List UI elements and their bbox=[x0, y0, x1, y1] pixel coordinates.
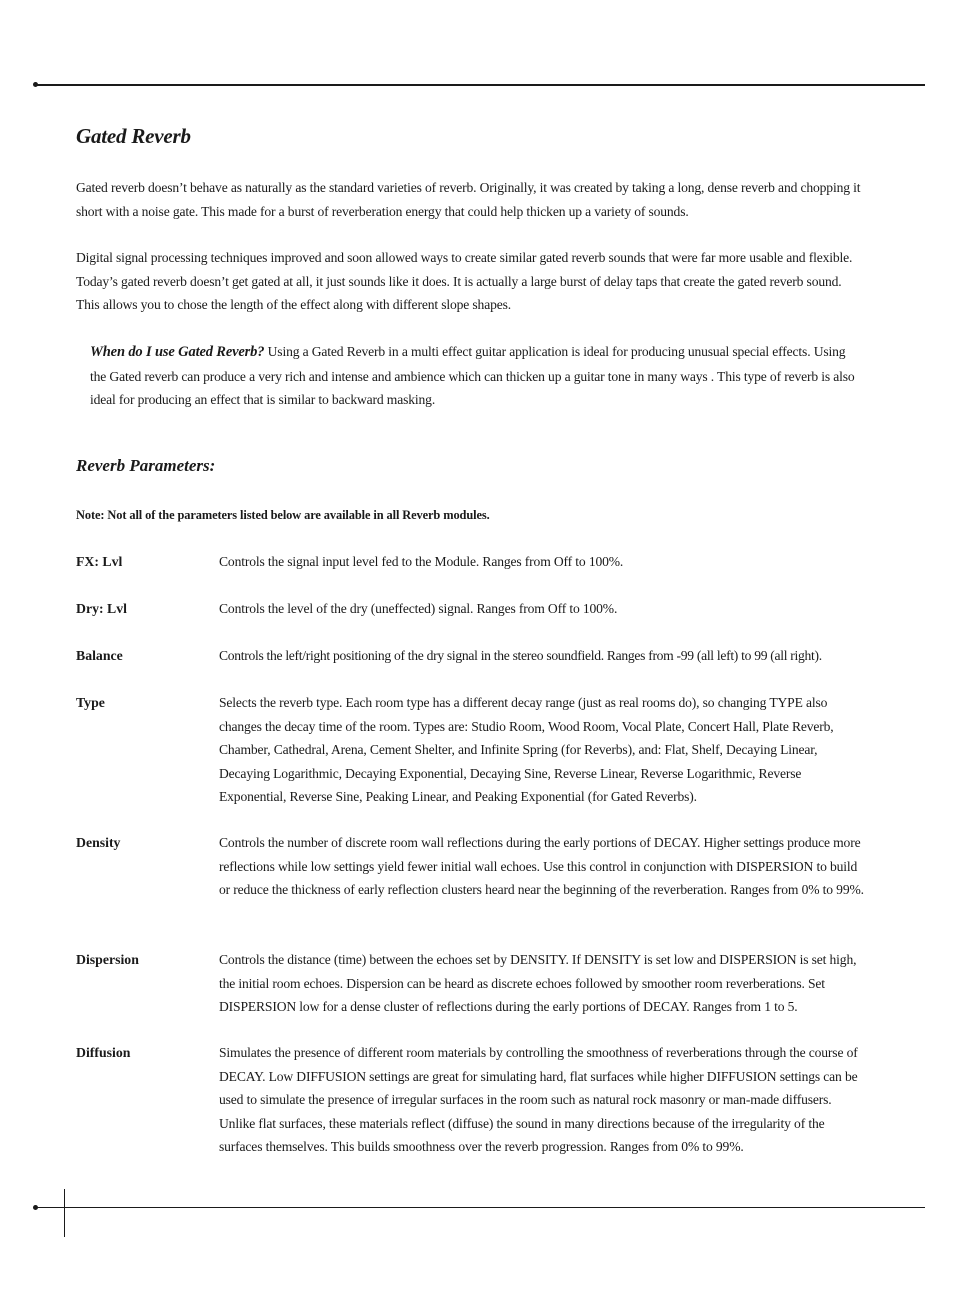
param-name-diffusion: Diffusion bbox=[76, 1045, 131, 1060]
param-desc-type: Selects the reverb type. Each room type has a different decay range (just as real rooms do), so changing TYPE also changes the decay time of the room. Types are: Studio Room, Wood Room, Vocal Plate, Concert Hall, Plate Reverb, Chamber, Cathedral, Arena, Cement Shelter, and Infinite Spring (for Reverbs), and: Flat, Shelf, Decaying Linear, Decaying Logarithmic, Decaying Exponential, Decaying Sine, Reverse Linear, Reverse Logarithmic, Reverse Exponential, Reverse Sine, Peaking Linear, and Peaking Exponential (for Gated Reverbs). bbox=[219, 695, 834, 804]
param-desc-diffusion: Simulates the presence of different room materials by controlling the smoothness of reverberations through the course of DECAY. Low DIFFUSION settings are great for simulating hard, flat surfaces while higher DIFFUSION settings can be used to simulate the presence of irregular surfaces in the room such as natural rock masonry or man-made diffusers. Unlike flat surfaces, these materials reflect (diffuse) the sound in many directions because of the irregularity of the surfaces themselves. This builds smoothness over the reverb progression. Ranges from 0% to 99%. bbox=[219, 1045, 858, 1154]
bottom-rule-dot bbox=[33, 1205, 38, 1210]
page-title: Gated Reverb bbox=[76, 124, 191, 148]
param-name-dispersion: Dispersion bbox=[76, 952, 139, 967]
param-desc-balance: Controls the left/right positioning of the dry signal in the stereo soundfield. Ranges from -99 (all left) to 99 (all right). bbox=[219, 648, 822, 663]
section-heading: Reverb Parameters: bbox=[76, 456, 216, 475]
bottom-rule bbox=[36, 1207, 925, 1208]
param-name-dry-lvl: Dry: Lvl bbox=[76, 601, 127, 616]
top-rule-dot bbox=[33, 82, 38, 87]
parameters-note: Note: Not all of the parameters listed below are available in all Reverb modules. bbox=[76, 508, 490, 522]
intro-paragraph: Gated reverb doesn’t behave as naturally as the standard varieties of reverb. Originally, it was created by taking a long, dense reverb and chopping it short with a noise gate. This made for a burst of reverberation energy that could help thicken up a variety of sounds. bbox=[76, 180, 861, 219]
usage-body: Using a Gated Reverb in a multi effect guitar application is ideal for producing unusual special effects. Using the Gated reverb can produce a very rich and intense and ambience which can thicken up a guitar tone in many ways . This type of reverb is also ideal for producing an effect that is similar to backward masking. bbox=[90, 344, 855, 407]
param-name-density: Density bbox=[76, 835, 121, 850]
param-name-balance: Balance bbox=[76, 648, 123, 663]
param-name-type: Type bbox=[76, 695, 105, 710]
usage-paragraph bbox=[90, 340, 860, 412]
usage-lead: When do I use Gated Reverb? bbox=[90, 344, 265, 360]
bottom-vertical-rule bbox=[64, 1189, 65, 1237]
param-desc-dry-lvl: Controls the level of the dry (uneffected) signal. Ranges from Off to 100%. bbox=[219, 601, 618, 616]
param-desc-density: Controls the number of discrete room wall reflections during the early portions of DECAY. Higher settings produce more reflections while low settings yield fewer initial wall echoes. Use this control in conjunction with DISPERSION to build or reduce the thickness of early reflection clusters heard near the beginning of the reverberation. Ranges from 0% to 99%. bbox=[219, 835, 864, 897]
param-desc-dispersion: Controls the distance (time) between the echoes set by DENSITY. If DENSITY is set low and DISPERSION is set high, the initial room echoes. Dispersion can be heard as discrete echoes followed by smoother room reverberations. Set DISPERSION low for a dense cluster of reflections during the early portions of DECAY. Ranges from 1 to 5. bbox=[219, 952, 857, 1014]
param-desc-fx-lvl: Controls the signal input level fed to the Module. Ranges from Off to 100%. bbox=[219, 554, 624, 569]
top-rule bbox=[36, 84, 925, 86]
dsp-paragraph: Digital signal processing techniques improved and soon allowed ways to create similar gated reverb sounds that were far more usable and flexible. Today’s gated reverb doesn’t get gated at all, it just sounds like it does. It is actually a large burst of delay taps that create the gated reverb sound. This allows you to chose the length of the effect along with different slope shapes. bbox=[76, 250, 853, 312]
param-name-fx-lvl: FX: Lvl bbox=[76, 554, 123, 569]
